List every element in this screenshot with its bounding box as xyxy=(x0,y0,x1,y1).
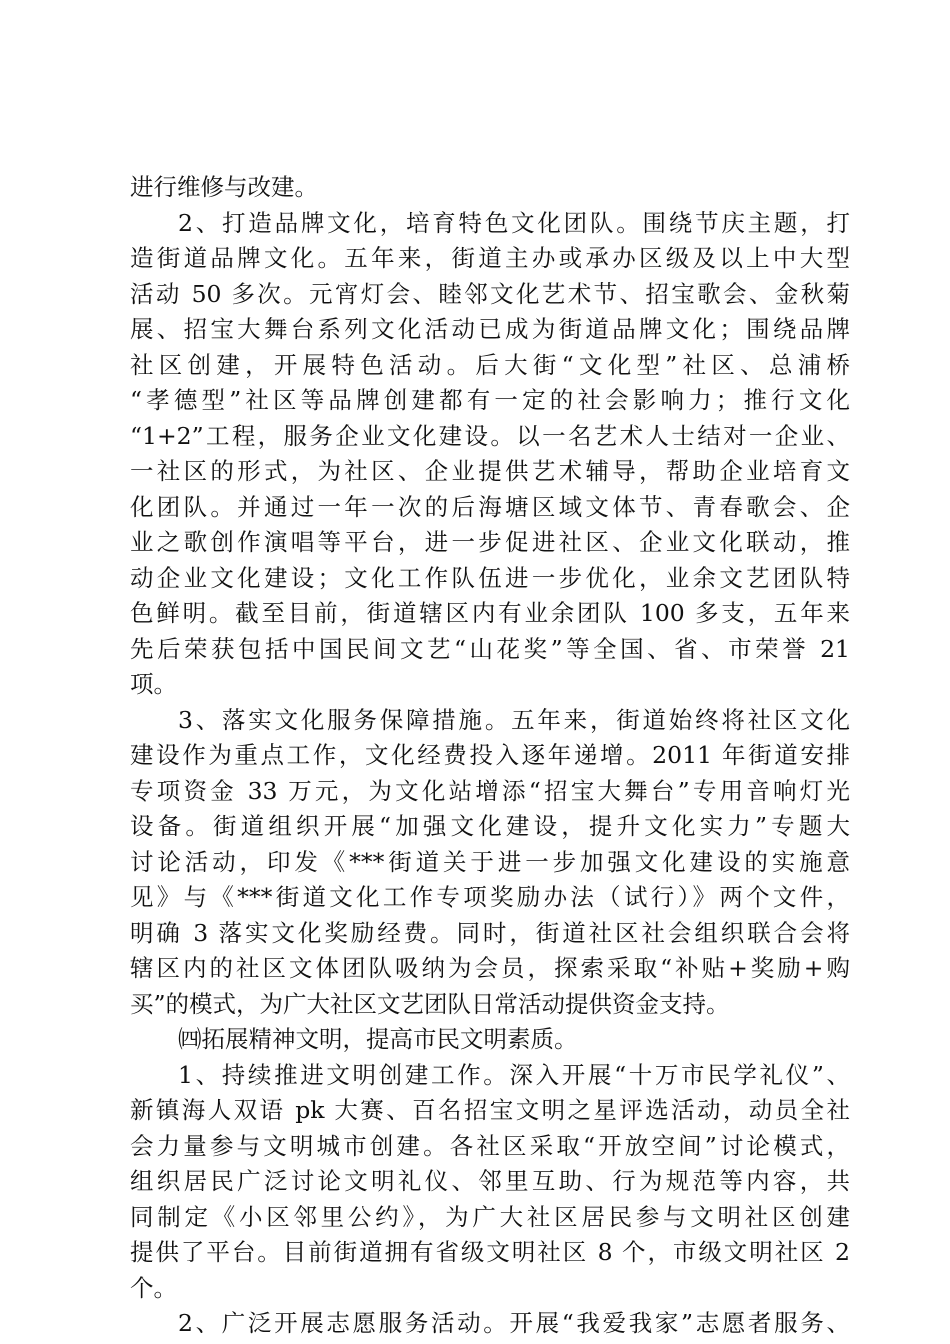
text-line: 专项资金 33 万元，为文化站增添“招宝大舞台”专用音响灯光 xyxy=(130,776,850,805)
text-line: 个。 xyxy=(130,1273,177,1302)
text-line: 社区创建，开展特色活动。后大街“文化型”社区、总浦桥 xyxy=(130,350,850,379)
document-body xyxy=(130,170,850,1342)
text-line: 见》与《***街道文化工作专项奖励办法（试行）》两个文件， xyxy=(130,883,850,911)
text-line: 先后荣获包括中国民间文艺“山花奖”等全国、省、市荣誉 21 xyxy=(130,634,850,663)
text-line: 辖区内的社区文体团队吸纳为会员，探索采取“补贴+奖励+购 xyxy=(130,954,850,982)
text-line: 新镇海人双语 pk 大赛、百名招宝文明之星评选活动，动员全社 xyxy=(130,1096,850,1124)
text-line: 1、持续推进文明创建工作。深入开展“十万市民学礼仪”、 xyxy=(178,1060,850,1089)
text-line: 造街道品牌文化。五年来，街道主办或承办区级及以上中大型 xyxy=(130,244,850,272)
text-line: 明确 3 落实文化奖励经费。同时，街道社区社会组织联合会将 xyxy=(130,918,850,947)
text-line: 动企业文化建设；文化工作队伍进一步优化，业余文艺团队特 xyxy=(130,563,850,592)
text-line: 提供了平台。目前街道拥有省级文明社区 8 个，市级文明社区 2 xyxy=(130,1238,850,1266)
text-line: 3、落实文化服务保障措施。五年来，街道始终将社区文化 xyxy=(178,705,850,734)
text-line: 设备。街道组织开展“加强文化建设，提升文化实力”专题大 xyxy=(130,812,850,840)
text-line: 色鲜明。截至目前，街道辖区内有业余团队 100 多支，五年来 xyxy=(130,599,850,627)
text-line: 2、打造品牌文化，培育特色文化团队。围绕节庆主题，打 xyxy=(178,208,850,237)
text-line: ㈣拓展精神文明，提高市民文明素质。 xyxy=(178,1025,578,1053)
text-line: 2、广泛开展志愿服务活动。开展“我爱我家”志愿者服务、 xyxy=(178,1309,850,1337)
text-line: 建设作为重点工作，文化经费投入逐年递增。2011 年街道安排 xyxy=(130,741,850,769)
text-line: 活动 50 多次。元宵灯会、睦邻文化艺术节、招宝歌会、金秋菊 xyxy=(130,279,850,308)
text-line: “1+2”工程，服务企业文化建设。以一名艺术人士结对一企业、 xyxy=(130,421,850,450)
text-line: 进行维修与改建。 xyxy=(130,173,318,201)
text-line: 化团队。并通过一年一次的后海塘区域文体节、青春歌会、企 xyxy=(130,492,850,521)
text-line: 一社区的形式，为社区、企业提供艺术辅导，帮助企业培育文 xyxy=(130,457,850,485)
text-line: 买”的模式，为广大社区文艺团队日常活动提供资金支持。 xyxy=(130,989,730,1018)
text-line: 组织居民广泛讨论文明礼仪、邻里互助、行为规范等内容，共 xyxy=(130,1167,850,1195)
text-line: 同制定《小区邻里公约》，为广大社区居民参与文明社区创建 xyxy=(130,1202,850,1231)
text-line: 展、招宝大舞台系列文化活动已成为街道品牌文化；围绕品牌 xyxy=(130,315,850,343)
text-line: 项。 xyxy=(130,670,177,698)
text-line: 讨论活动，印发《***街道关于进一步加强文化建设的实施意 xyxy=(130,847,850,876)
text-line: 业之歌创作演唱等平台，进一步促进社区、企业文化联动，推 xyxy=(130,528,850,556)
text-line: 会力量参与文明城市创建。各社区采取“开放空间”讨论模式， xyxy=(130,1131,850,1160)
text-line: “孝德型”社区等品牌创建都有一定的社会影响力；推行文化 xyxy=(130,386,850,414)
